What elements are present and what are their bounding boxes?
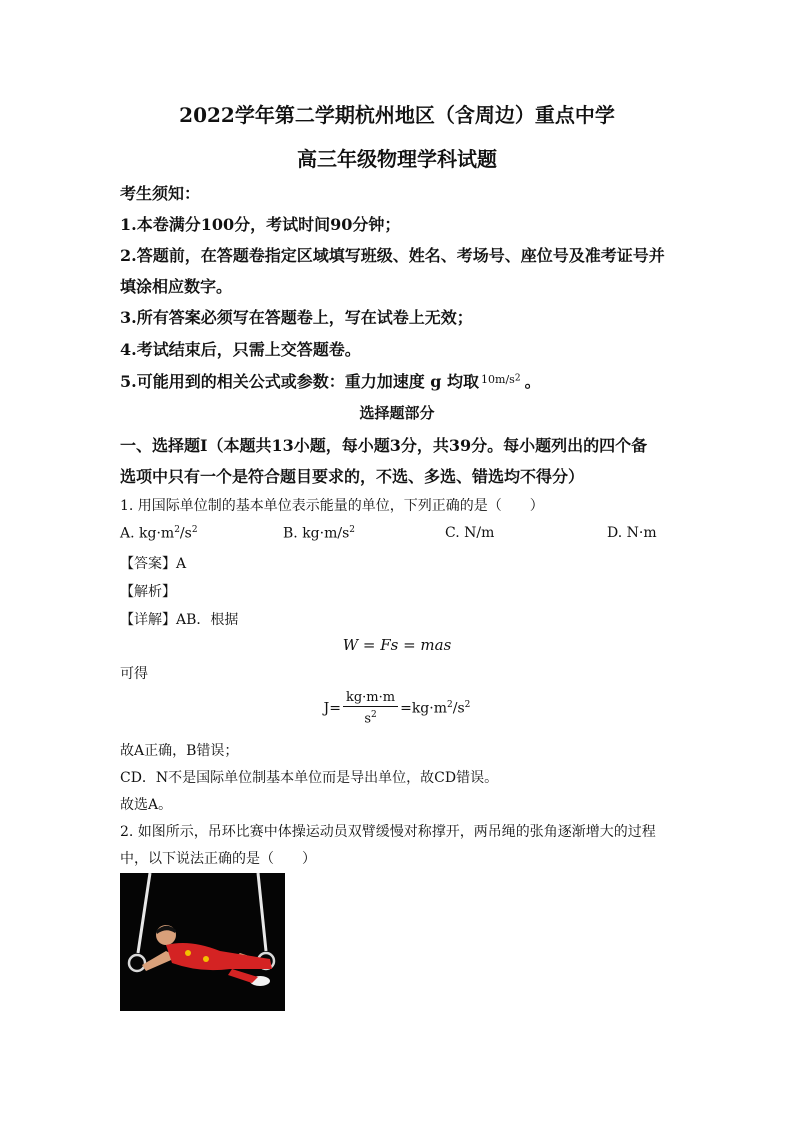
q1-option-b-sup: 2 xyxy=(349,525,355,535)
formula-2-left: J= xyxy=(323,700,341,717)
q1-analysis-label: 【解析】 xyxy=(120,584,176,600)
formula-2-den-base: s xyxy=(364,711,371,727)
q1-detail: 【详解】AB．根据 xyxy=(120,612,239,628)
q1-option-a-tail: /s xyxy=(179,525,192,542)
q2-line-1: 2. 如图所示，吊环比赛中体操运动员双臂缓慢对称撑开，两吊绳的张角逐渐增大的过程 xyxy=(120,824,656,840)
notice-item-5-end: 。 xyxy=(524,372,541,391)
formula-2-right-sup2: 2 xyxy=(464,700,471,711)
notice-item-3: 3.所有答案必须写在答题卷上，写在试卷上无效； xyxy=(120,308,473,327)
q1-option-a-sup: 2 xyxy=(174,525,180,535)
section-title: 选择题部分 xyxy=(359,404,435,422)
formula-2-right-sup: 2 xyxy=(447,700,453,711)
gravity-value: 10m/s xyxy=(481,373,515,386)
formula-2-right: =kg·m xyxy=(400,700,447,717)
title-line-2: 高三年级物理学科试题 xyxy=(297,147,497,171)
q1-option-b-text: B. kg·m/s xyxy=(283,525,350,542)
q1-answer: 【答案】A xyxy=(120,556,187,572)
notice-heading: 考生须知： xyxy=(120,184,201,203)
gymnast-illustration xyxy=(120,873,285,1011)
formula-2-den-sup: 2 xyxy=(371,710,377,720)
notice-item-2-cont: 填涂相应数字。 xyxy=(120,277,233,296)
q1-formula-2 xyxy=(0,690,794,727)
notice-item-1: 1.本卷满分100分，考试时间90分钟； xyxy=(120,215,401,234)
part1-line-2: 选项中只有一个是符合题目要求的，不选、多选、错选均不得分） xyxy=(120,467,585,486)
part1-line-1: 一、选择题Ⅰ（本题共13小题，每小题3分，共39分。每小题列出的四个备 xyxy=(120,436,648,455)
q2-line-2: 中，以下说法正确的是（ ） xyxy=(120,851,316,867)
formula-2-fraction xyxy=(343,690,398,727)
formula-2-numerator: kg·m·m xyxy=(343,690,398,707)
q1-line-b: CD．N不是国际单位制基本单位而是导出单位，故CD错误。 xyxy=(120,770,499,786)
q1-formula-1: W = Fs = mas xyxy=(342,636,452,654)
q1-stem: 1. 用国际单位制的基本单位表示能量的单位，下列正确的是（ ） xyxy=(120,498,544,514)
q1-option-b xyxy=(283,525,355,542)
notice-item-2: 2.答题前，在答题卷指定区域填写班级、姓名、考场号、座位号及准考证号并 xyxy=(120,246,665,265)
gravity-exponent: 2 xyxy=(514,373,521,384)
formula-2-denominator xyxy=(343,707,398,727)
q1-option-a xyxy=(120,525,198,542)
q1-kede: 可得 xyxy=(120,666,148,682)
notice-item-5 xyxy=(120,369,541,392)
title-line-1: 2022学年第二学期杭州地区（含周边）重点中学 xyxy=(179,103,615,127)
notice-item-4: 4.考试结束后，只需上交答题卷。 xyxy=(120,340,361,359)
notice-item-5-text: 5.可能用到的相关公式或参数：重力加速度 g 均取 xyxy=(120,372,480,391)
q1-option-a-sup2: 2 xyxy=(191,525,198,535)
q1-option-c: C. N/m xyxy=(445,525,495,541)
q1-line-a: 故A正确，B错误； xyxy=(120,743,239,759)
formula-2-right-tail: /s xyxy=(452,700,465,717)
q1-option-a-text: A. kg·m xyxy=(120,525,175,542)
gymnast-rings-photo xyxy=(120,873,285,1011)
q1-line-c: 故选A。 xyxy=(120,797,173,813)
q1-option-d: D. N·m xyxy=(607,525,657,541)
